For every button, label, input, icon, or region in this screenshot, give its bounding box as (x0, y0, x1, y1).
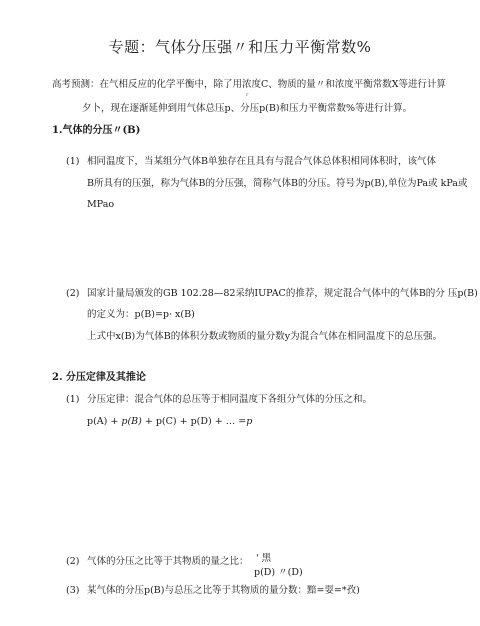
section-2-item-2-mark: ' 黑 (256, 553, 272, 564)
section-1-item-1-line-3: MPao (87, 199, 115, 210)
formula-term-total: p (246, 416, 253, 427)
section-2-heading-text: 2. 分压定律及其推论 (52, 372, 146, 383)
intro-line-1: 高考预测：在气相反应的化学平衡中，除了用浓度C、物质的量〃和浓度平衡常数X等进行计算 (52, 79, 447, 90)
section-2-item-2-line-1: 气体的分压之比等于其物质的量之比： (87, 556, 249, 567)
formula-term-c: + p(C) + p(D) + … = (141, 416, 247, 427)
section-1-item-1-line-2: B所具有的压强，称为气体B的分压强，简称气体B的分压。符号为p(B),单位为Pa或 kPa或 (87, 178, 468, 189)
section-2-item-3-number: (3) (66, 585, 80, 596)
section-1-heading: 1.气体的分压〃(B) (52, 125, 141, 136)
formula-term-a: p(A) + (87, 416, 122, 427)
partial-pressure-sum-formula (87, 415, 252, 428)
section-1-item-2-number: (2) (66, 288, 80, 299)
section-2-item-1-number: (1) (66, 394, 80, 405)
section-2-item-3-line-1: 某气体的分压p(B)与总压之比等于其物质的量分数：黯=耍=*孜) (87, 585, 360, 596)
section-2-item-1-line-1: 分压定律：混合气体的总压等于相同温度下各组分气体的分压之和。 (87, 394, 373, 405)
section-2-item-2-number: (2) (66, 556, 80, 567)
section-1-item-1-line-1: 相同温度下，当某组分气体B单独存在且具有与混合气体总体积相同体积时，该气体 (87, 156, 436, 167)
section-2-item-2-fraction: p(D) 〃(D) (254, 567, 303, 578)
formula-term-b: p(B) (121, 416, 142, 427)
section-1-item-1-number: (1) (66, 156, 80, 167)
page-title: 专题：气体分压强〃和压力平衡常数% (108, 38, 372, 56)
section-1-item-2-line-2: 的定义为：p(B)=p· x(B) (87, 309, 195, 320)
intro-tiny-mark: r (246, 92, 249, 98)
section-2-heading (52, 371, 146, 385)
intro-line-2: 夕卜，现在逐渐延伸到用气体总压p、分压p(B)和压力平衡常数%等进行计算。 (82, 103, 413, 114)
section-1-item-2-line-3: 上式中x(B)为气体B的体积分数或物质的量分数y为混合气体在相同温度下的总压强。 (87, 331, 443, 342)
section-1-item-2-line-1: 国家计量局颁发的GB 102.28—82采纳IUPAC的推荐，规定混合气体中的气体B的分 压p(B) (87, 288, 478, 299)
